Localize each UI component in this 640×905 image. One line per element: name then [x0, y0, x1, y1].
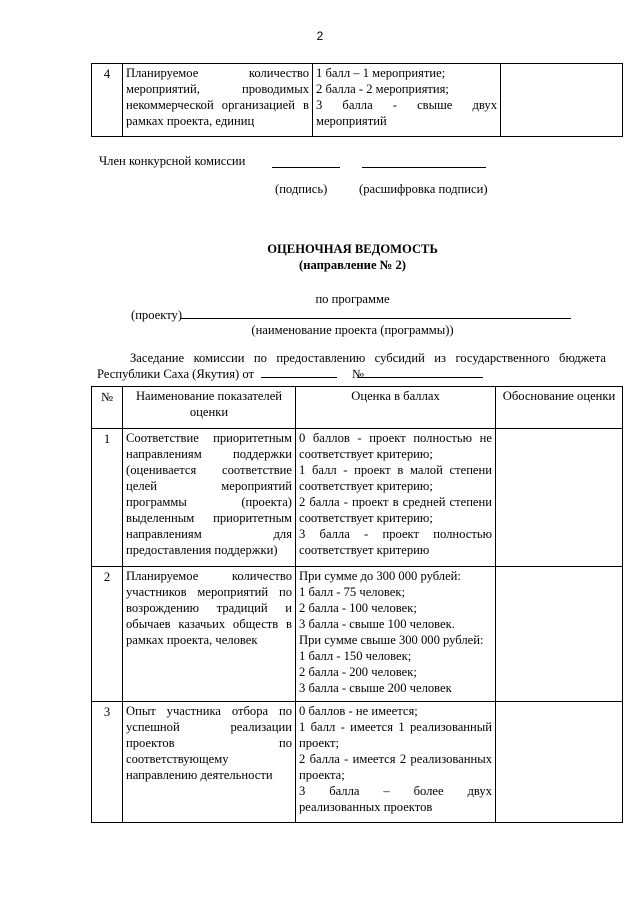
score-line: 2 балла - 2 мероприятия;	[316, 82, 449, 96]
score-line: 3 балла - свыше 100 человек.	[299, 617, 455, 631]
table-row	[92, 429, 623, 567]
decoding-blank	[362, 167, 486, 168]
score-cell	[296, 567, 496, 702]
table-header-row	[92, 387, 623, 429]
row-number: 1	[92, 429, 123, 567]
score-line: 2 балла - 100 человек;	[299, 601, 417, 615]
signature-caption: (подпись)	[275, 182, 328, 196]
score-line: При сумме до 300 000 рублей:	[299, 569, 461, 583]
signature-blank	[272, 167, 340, 168]
decoding-caption: (расшифровка подписи)	[359, 182, 488, 196]
score-line: 1 балл - 75 человек;	[299, 585, 405, 599]
basis-cell	[496, 702, 623, 823]
table-row	[92, 567, 623, 702]
commission-member-label: Член конкурсной комиссии	[99, 154, 246, 168]
evaluation-table	[91, 386, 623, 823]
number-sign: №	[352, 367, 365, 381]
criterion-name: Планируемое количество участников мероприятий по возрождению традиций и обычаев казачьих обществ в рамках проекта, человек	[123, 567, 296, 702]
row-number: 4	[92, 64, 123, 137]
criterion-name: Планируемое количество мероприятий, проводимых некоммерческой организацией в рамках проекта, единиц	[123, 64, 313, 137]
score-line: 3 балла - проект полностью соответствует критерию	[299, 527, 492, 557]
header-num: №	[92, 387, 123, 429]
meeting-date-prefix: Республики Саха (Якутия) от	[97, 367, 255, 381]
header-name: Наименование показателей оценки	[123, 387, 296, 429]
criterion-name: Опыт участника отбора по успешной реализации проектов по соответствующему направлению деятельности	[123, 702, 296, 823]
score-line: 1 балл – 1 мероприятие;	[316, 66, 446, 80]
project-label: (проекту)	[131, 308, 183, 322]
header-basis: Обоснование оценки	[496, 387, 623, 429]
score-line: 1 балл - 150 человек;	[299, 649, 412, 663]
score-line: 3 балла - свыше 200 человек	[299, 681, 452, 695]
basis-cell	[496, 429, 623, 567]
document-subtitle: (направление № 2)	[299, 258, 406, 272]
score-line: 3 балла – более двух реализованных проектов	[299, 784, 492, 814]
score-line: 3 балла - свыше двух мероприятий	[316, 98, 497, 128]
score-cell	[313, 64, 501, 137]
page-number: 2	[316, 29, 324, 43]
score-line: 2 балла - имеется 2 реализованных проекта;	[299, 752, 492, 782]
score-line: 0 баллов - проект полностью не соответствует критерию;	[299, 431, 492, 461]
basis-cell	[496, 567, 623, 702]
criterion-name: Соответствие приоритетным направлениям поддержки (оценивается соответствие целей мероприятий программы (проекта) выделенным приоритетным направлениям для предоставления поддержки)	[123, 429, 296, 567]
meeting-line: Заседание комиссии по предоставлению субсидий из государственного бюджета	[130, 351, 606, 365]
header-score: Оценка в баллах	[296, 387, 496, 429]
score-line: 2 балла - 200 человек;	[299, 665, 417, 679]
score-line: При сумме свыше 300 000 рублей:	[299, 633, 484, 647]
top-table	[91, 63, 623, 137]
table-row	[92, 64, 623, 137]
score-line: 1 балл - имеется 1 реализованный проект;	[299, 720, 492, 750]
project-caption: (наименование проекта (программы))	[251, 323, 454, 337]
basis-cell	[501, 64, 623, 137]
document-title: ОЦЕНОЧНАЯ ВЕДОМОСТЬ	[267, 242, 438, 256]
date-blank	[261, 377, 337, 378]
meeting-line-2	[97, 366, 364, 382]
table-row	[92, 702, 623, 823]
score-line: 1 балл - проект в малой степени соответствует критерию;	[299, 463, 492, 493]
row-number: 3	[92, 702, 123, 823]
by-program-label: по программе	[315, 292, 390, 306]
number-blank	[357, 377, 483, 378]
project-name-blank	[181, 318, 571, 319]
score-cell	[296, 702, 496, 823]
score-line: 2 балла - проект в средней степени соответствует критерию;	[299, 495, 492, 525]
score-cell	[296, 429, 496, 567]
score-line: 0 баллов - не имеется;	[299, 704, 418, 718]
row-number: 2	[92, 567, 123, 702]
